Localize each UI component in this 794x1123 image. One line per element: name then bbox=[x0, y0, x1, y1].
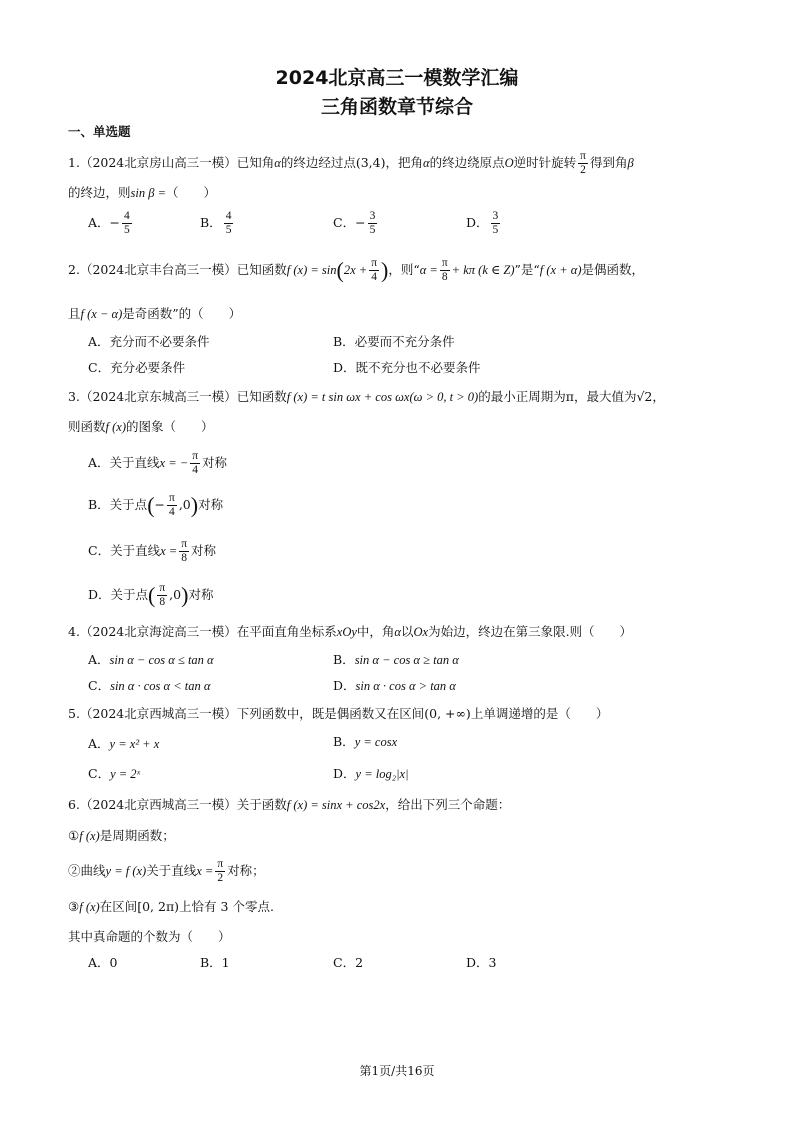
q1-text: 已知角 bbox=[236, 155, 275, 170]
alpha-symbol: α bbox=[274, 156, 281, 170]
q1-text: 的终边，则 bbox=[68, 185, 131, 200]
origin-symbol: O bbox=[504, 156, 514, 170]
q4-option-b: B．sin α − cos α ≥ tan α bbox=[333, 652, 459, 667]
q3-option-a: A．关于直线x = − $\frac{\pi}{4}$ 对称 bbox=[88, 450, 228, 476]
q5-option-a: A．y = x² + x bbox=[88, 736, 160, 751]
q1-fraction: $\frac{\pi}{2}$ bbox=[580, 150, 586, 176]
q2-option-d: D．既不充分也不必要条件 bbox=[333, 360, 481, 375]
page-footer: 第1页/共16页 bbox=[359, 1064, 435, 1078]
q1-number: 1. bbox=[68, 155, 80, 170]
page-subtitle: 三角函数章节综合 bbox=[320, 96, 473, 118]
q1-text: 的终边经过点 bbox=[280, 155, 356, 170]
question-6-line1: 6.（2024北京西城高三一模）关于函数f (x) = sinx + cos2x，给出下列三个命题： bbox=[68, 797, 511, 812]
q1-text: 的终边绕原点 bbox=[429, 155, 505, 170]
q5-option-d: D．y = log₂|x| bbox=[333, 766, 409, 781]
q5-option-b: B．y = cosx bbox=[333, 734, 398, 749]
q2-option-c: C．充分必要条件 bbox=[88, 360, 186, 375]
q1-text: 逆时针旋转 bbox=[513, 155, 577, 170]
q1-option-a: A．− $\frac{4}{5}$ bbox=[88, 210, 130, 236]
q1-option-d: D． $\frac{3}{5}$ bbox=[466, 210, 499, 236]
q4-option-d: D．sin α · cos α > tan α bbox=[333, 678, 456, 693]
q4-option-c: C．sin α · cos α < tan α bbox=[88, 678, 211, 693]
q2-option-a: A．充分而不必要条件 bbox=[88, 334, 210, 349]
q1-option-b: B． $\frac{4}{5}$ bbox=[200, 210, 232, 236]
q6-option-a: A．0 bbox=[88, 955, 118, 970]
question-2-line2: 且f (x − α)是奇函数”的（ ） bbox=[68, 306, 242, 321]
q1-sin-beta: sin β = bbox=[130, 186, 167, 200]
q6-question: 其中真命题的个数为（ ） bbox=[68, 929, 231, 944]
q6-option-c: C．2 bbox=[333, 955, 364, 970]
q6-proposition-1: ①f (x)是周期函数； bbox=[68, 828, 175, 843]
beta-symbol: β bbox=[627, 156, 634, 170]
alpha-symbol: α bbox=[423, 156, 430, 170]
page-title: 2024北京高三一模数学汇编 bbox=[275, 67, 519, 89]
q6-option-b: B．1 bbox=[200, 955, 230, 970]
question-4-line1: 4.（2024北京海淀高三一模）在平面直角坐标系xOy中，角α以Ox为始边，终边在第三象限.则（ ） bbox=[68, 624, 633, 639]
q1-paren: （ ） bbox=[166, 185, 217, 200]
q3-option-b: B．关于点(− $\frac{\pi}{4}$ ,0)对称 bbox=[88, 492, 224, 518]
q2-option-b: B．必要而不充分条件 bbox=[333, 334, 455, 349]
question-5-line1: 5.（2024北京西城高三一模）下列函数中，既是偶函数又在区间(0, +∞)上单调递增的是（ ） bbox=[68, 706, 609, 721]
question-3-line2: 则函数f (x)的图象（ ） bbox=[68, 419, 214, 434]
q4-option-a: A．sin α − cos α ≤ tan α bbox=[88, 652, 214, 667]
q1-option-c: C．− $\frac{3}{5}$ bbox=[333, 210, 376, 236]
q1-text: ，把角 bbox=[385, 155, 423, 170]
question-2-line1: 2.（2024北京丰台高三一模）已知函数f (x) = sin(2x + $\frac{\pi}{4}$ )，则“α = $\frac{\pi}{8}$ + kπ (k ∈ Z)”是“f (x + α)是偶函数， bbox=[68, 257, 645, 283]
q6-option-d: D．3 bbox=[466, 955, 497, 970]
question-3-line1: 3.（2024北京东城高三一模）已知函数f (x) = t sin ωx + cos ωx(ω > 0, t > 0)的最小正周期为π，最大值为√2， bbox=[68, 389, 665, 404]
q1-source: （2024北京房山高三一模） bbox=[79, 155, 237, 170]
section-heading: 一、单选题 bbox=[68, 124, 131, 139]
q6-proposition-2: ②曲线y = f (x)关于直线x = $\frac{\pi}{2}$ 对称； bbox=[68, 858, 265, 884]
q3-option-d: D．关于点( $\frac{\pi}{8}$ ,0)对称 bbox=[88, 582, 214, 608]
question-1-line2 bbox=[68, 183, 216, 201]
q5-option-c: C．y = 2ˣ bbox=[88, 766, 141, 781]
q6-proposition-3: ③f (x)在区间[0, 2π)上恰有 3 个零点. bbox=[68, 899, 274, 914]
q3-option-c: C．关于直线x = $\frac{\pi}{8}$ 对称 bbox=[88, 538, 217, 564]
question-1-line1 bbox=[68, 150, 634, 177]
q1-text: 得到角 bbox=[589, 155, 628, 170]
q1-point: (3,4) bbox=[355, 155, 386, 170]
